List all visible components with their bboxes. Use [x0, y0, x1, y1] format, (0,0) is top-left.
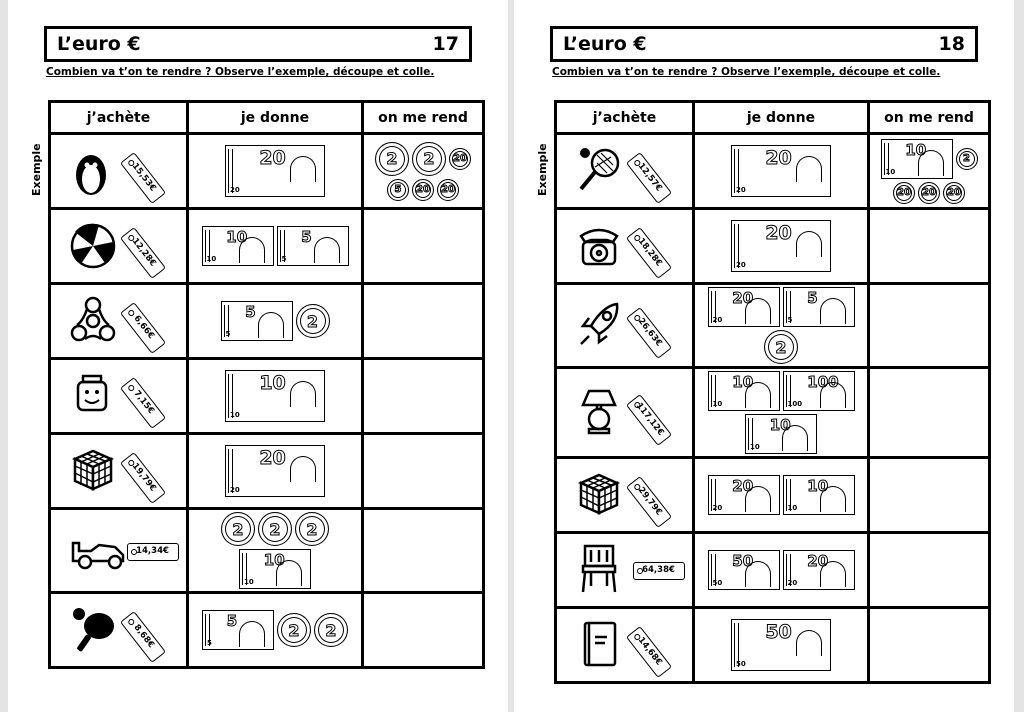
returned-money — [870, 244, 988, 248]
header-row — [50, 102, 484, 134]
page-title: L’euro € — [57, 33, 141, 55]
coin: 2 — [412, 142, 446, 176]
banknote-arch — [820, 486, 846, 512]
coin: 20 — [893, 182, 915, 204]
price-tag: 12,28€ — [119, 227, 165, 279]
returned-money — [364, 394, 482, 398]
purchase-item — [565, 463, 685, 527]
banknote: 10 10 — [225, 370, 325, 422]
banknote-arch — [290, 381, 316, 407]
purchase-item — [565, 214, 685, 278]
example-label: Exemple — [30, 143, 43, 196]
purchase-cell — [556, 458, 694, 533]
fidget-spinner-icon — [69, 295, 129, 347]
returned-cell[interactable] — [363, 434, 484, 509]
given-money — [189, 443, 361, 499]
purchase-cell — [50, 434, 188, 509]
returned-cell[interactable] — [363, 593, 484, 668]
banknote: 5 5 — [783, 287, 855, 327]
purchase-cell — [556, 368, 694, 458]
given-cell — [694, 284, 869, 368]
price-tag: 12,57€ — [625, 152, 671, 204]
given-money — [695, 285, 867, 366]
banknote-arch — [820, 382, 846, 408]
banknote: 100 100 — [783, 371, 855, 411]
coin: 2 — [295, 512, 329, 546]
table-row — [556, 284, 990, 368]
returned-money — [870, 137, 988, 206]
given-money — [189, 368, 361, 424]
rubiks-cube-icon — [69, 445, 129, 497]
coin: 20 — [943, 182, 965, 204]
race-car-icon — [69, 525, 129, 577]
given-money — [695, 218, 867, 274]
page-number: 17 — [432, 33, 459, 55]
table-row — [50, 434, 484, 509]
given-cell — [694, 458, 869, 533]
returned-money — [870, 493, 988, 497]
given-money — [695, 369, 867, 456]
banknote: 10 10 — [783, 475, 855, 515]
coin: 2 — [258, 512, 292, 546]
purchase-item — [59, 289, 179, 353]
purchase-cell — [50, 509, 188, 593]
banknote-arch — [820, 561, 846, 587]
banknote: 20 20 — [708, 475, 780, 515]
column-header: je donne — [188, 102, 363, 134]
banknote-arch — [745, 561, 771, 587]
returned-money — [870, 411, 988, 415]
returned-cell[interactable] — [869, 458, 990, 533]
banknote-arch — [745, 486, 771, 512]
price-tag: 26,63€ — [625, 306, 671, 358]
banknote: 5 5 — [277, 226, 349, 266]
column-header: je donne — [694, 102, 869, 134]
purchase-item — [565, 538, 685, 602]
ping-pong-icon — [69, 604, 129, 656]
table-row — [556, 608, 990, 683]
given-cell — [188, 284, 363, 359]
table-row — [556, 458, 990, 533]
beach-ball-icon — [69, 220, 129, 272]
returned-cell[interactable] — [363, 209, 484, 284]
purchase-item — [59, 598, 179, 662]
instruction-text: Combien va t’on te rendre ? Observe l’exemple, découpe et colle. — [552, 66, 941, 78]
coin: 2 — [764, 330, 798, 364]
price-tag: 7,15€ — [119, 377, 165, 429]
purchase-cell — [50, 593, 188, 668]
given-money — [695, 473, 867, 517]
banknote: 50 50 — [731, 619, 831, 671]
coin: 2 — [314, 613, 348, 647]
purchase-cell — [50, 359, 188, 434]
exercise-table — [48, 100, 485, 669]
price-tag: 6,66€ — [119, 302, 165, 354]
purchase-cell — [556, 533, 694, 608]
returned-cell[interactable] — [363, 359, 484, 434]
coin: 2 — [296, 304, 330, 338]
banknote-arch — [796, 231, 822, 257]
given-money — [695, 548, 867, 592]
returned-cell[interactable] — [869, 134, 990, 209]
price-tag: 18,28€ — [625, 227, 671, 279]
table-row — [556, 209, 990, 284]
returned-cell[interactable] — [869, 533, 990, 608]
rocket-icon — [575, 300, 635, 352]
banknote-arch — [796, 156, 822, 182]
purchase-item — [565, 139, 685, 203]
banknote-arch — [239, 621, 265, 647]
given-money — [189, 224, 361, 268]
purchase-cell — [50, 209, 188, 284]
given-cell — [694, 368, 869, 458]
instruction-text: Combien va t’on te rendre ? Observe l’exemple, découpe et colle. — [46, 66, 435, 78]
given-money — [695, 617, 867, 673]
banknote: 20 20 — [731, 220, 831, 272]
banknote: 10 10 — [881, 139, 953, 179]
column-header: on me rend — [869, 102, 990, 134]
given-money — [189, 299, 361, 343]
page-number: 18 — [938, 33, 965, 55]
lamp-icon — [575, 387, 635, 439]
telephone-icon — [575, 220, 635, 272]
given-cell — [694, 533, 869, 608]
purchase-item — [59, 139, 179, 203]
returned-money — [364, 319, 482, 323]
banknote-arch — [782, 425, 808, 451]
banknote: 10 10 — [708, 371, 780, 411]
table-row — [50, 284, 484, 359]
returned-cell[interactable] — [363, 284, 484, 359]
given-cell — [694, 134, 869, 209]
banknote-arch — [745, 382, 771, 408]
worksheet-page-18 — [514, 0, 1014, 712]
given-cell — [188, 209, 363, 284]
purchase-item — [59, 214, 179, 278]
returned-money — [870, 568, 988, 572]
banknote: 10 10 — [745, 414, 817, 454]
banknote: 20 20 — [225, 145, 325, 197]
banknote: 5 5 — [202, 610, 274, 650]
banknote-arch — [276, 560, 302, 586]
given-cell — [188, 359, 363, 434]
purchase-cell — [556, 134, 694, 209]
returned-cell[interactable] — [869, 368, 990, 458]
returned-money — [870, 643, 988, 647]
returned-cell[interactable] — [363, 134, 484, 209]
banknote-arch — [258, 312, 284, 338]
column-header: j’achète — [556, 102, 694, 134]
purchase-cell — [556, 608, 694, 683]
given-money — [189, 510, 361, 591]
column-header: j’achète — [50, 102, 188, 134]
returned-money — [364, 549, 482, 553]
purchase-cell — [50, 134, 188, 209]
exercise-table — [554, 100, 991, 684]
worksheet-page-17 — [8, 0, 508, 712]
banknote: 10 10 — [239, 549, 311, 589]
banknote-arch — [290, 456, 316, 482]
banknote-arch — [290, 156, 316, 182]
banknote: 20 20 — [708, 287, 780, 327]
given-cell — [694, 209, 869, 284]
banknote: 20 20 — [225, 445, 325, 497]
coin: 20 — [918, 182, 940, 204]
price-tag: 19,79€ — [119, 452, 165, 504]
banknote: 50 50 — [708, 550, 780, 590]
purchase-item — [59, 364, 179, 428]
lego-head-icon — [69, 370, 129, 422]
coin: 20 — [449, 148, 471, 170]
given-cell — [188, 434, 363, 509]
returned-cell[interactable] — [869, 608, 990, 683]
purchase-cell — [556, 284, 694, 368]
given-money — [695, 143, 867, 199]
title-box — [44, 26, 472, 62]
price-tag: 15,53€ — [119, 152, 165, 204]
banknote-arch — [820, 298, 846, 324]
table-row — [50, 359, 484, 434]
given-cell — [188, 509, 363, 593]
price-tag: 64,38€ — [633, 562, 685, 580]
table-row — [556, 533, 990, 608]
rubiks-cube-icon — [575, 469, 635, 521]
table-row — [50, 593, 484, 668]
purchase-cell — [50, 284, 188, 359]
banknote-arch — [796, 630, 822, 656]
purchase-item — [59, 439, 179, 503]
purchase-item — [565, 294, 685, 358]
given-cell — [694, 608, 869, 683]
returned-cell[interactable] — [869, 209, 990, 284]
page-title: L’euro € — [563, 33, 647, 55]
header-row — [556, 102, 990, 134]
given-cell — [188, 134, 363, 209]
title-box — [550, 26, 978, 62]
coin: 2 — [956, 148, 978, 170]
returned-cell[interactable] — [363, 509, 484, 593]
column-header: on me rend — [363, 102, 484, 134]
purchase-item — [565, 381, 685, 445]
purchase-item — [59, 519, 179, 583]
returned-money — [870, 324, 988, 328]
returned-cell[interactable] — [869, 284, 990, 368]
banknote-arch — [745, 298, 771, 324]
banknote: 20 20 — [783, 550, 855, 590]
table-row — [556, 368, 990, 458]
given-money — [189, 608, 361, 652]
returned-money — [364, 628, 482, 632]
coin: 20 — [437, 179, 459, 201]
example-label: Exemple — [536, 143, 549, 196]
chair-icon — [575, 544, 635, 596]
given-money — [189, 143, 361, 199]
banknote-arch — [239, 237, 265, 263]
table-row — [50, 134, 484, 209]
banknote: 20 20 — [731, 145, 831, 197]
coin: 2 — [277, 613, 311, 647]
given-cell — [188, 593, 363, 668]
returned-money — [364, 469, 482, 473]
coin: 5 — [387, 179, 409, 201]
purchase-cell — [556, 209, 694, 284]
purchase-item — [565, 613, 685, 677]
price-tag: 14,68€ — [625, 626, 671, 678]
penguin-icon — [69, 145, 129, 197]
returned-money — [364, 244, 482, 248]
price-tag: 29,79€ — [625, 476, 671, 528]
table-row — [50, 509, 484, 593]
coin: 20 — [412, 179, 434, 201]
notebook-icon — [575, 619, 635, 671]
price-tag: 14,34€ — [127, 543, 179, 561]
table-row — [556, 134, 990, 209]
price-tag: 8,68€ — [119, 611, 165, 663]
banknote: 10 10 — [202, 226, 274, 266]
banknote-arch — [314, 237, 340, 263]
tennis-racket-icon — [575, 145, 635, 197]
table-row — [50, 209, 484, 284]
banknote-arch — [918, 150, 944, 176]
coin: 2 — [375, 142, 409, 176]
coin: 2 — [221, 512, 255, 546]
banknote: 5 5 — [221, 301, 293, 341]
price-tag: 117,12€ — [625, 393, 671, 445]
returned-money — [364, 140, 482, 203]
